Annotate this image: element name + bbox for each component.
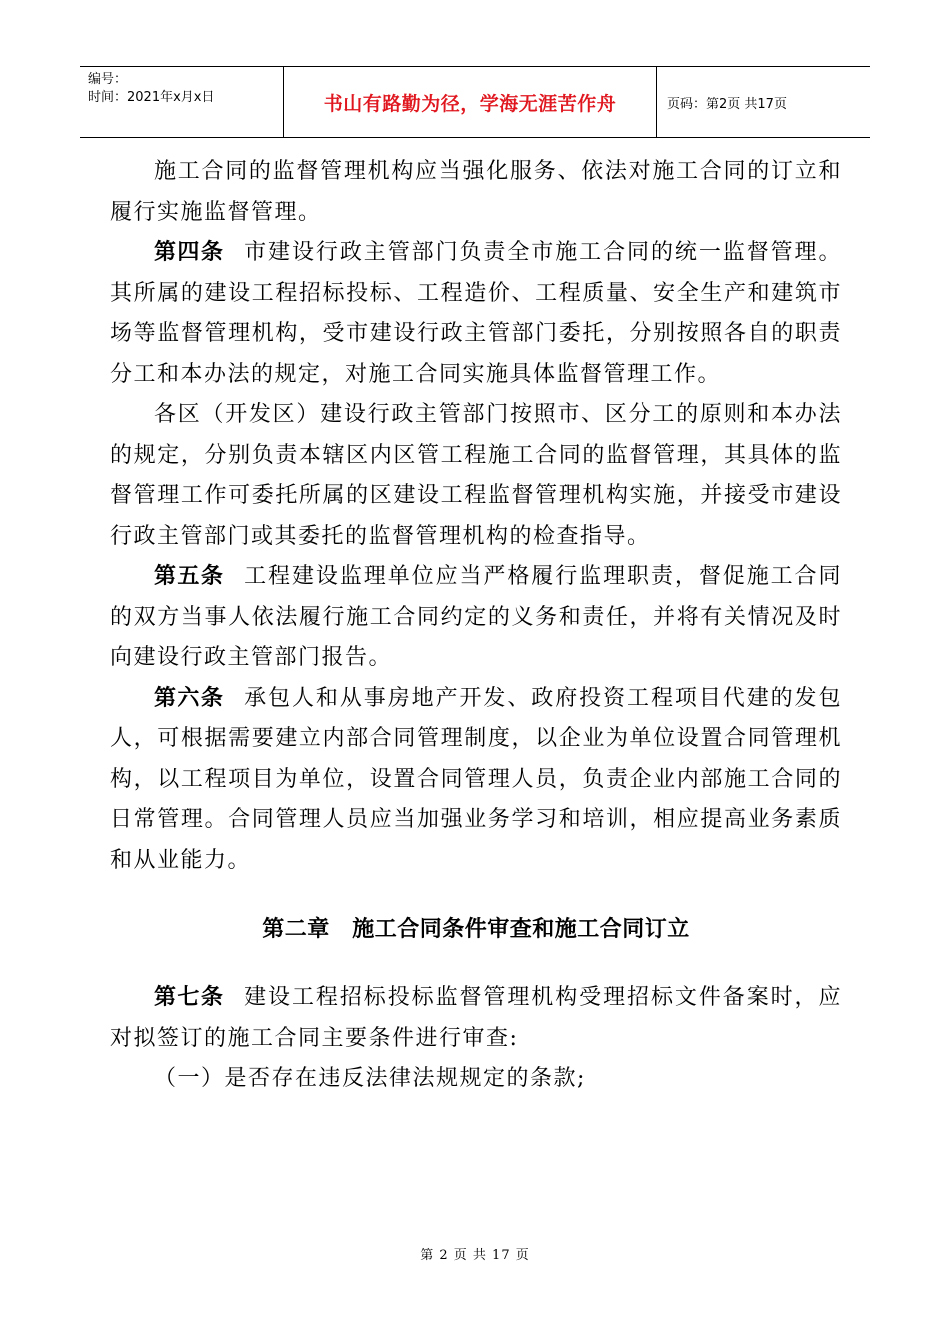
paragraph [110,233,842,395]
paragraph-text: 施工合同的监督管理机构应当强化服务、依法对施工合同的订立和履行实施监督管理。 [110,159,842,225]
chapter-title: 第二章 施工合同条件审查和施工合同订立 [262,917,690,942]
paragraph-text: 工程建设监理单位应当严格履行监理职责，督促施工合同的双方当事人依法履行施工合同约定的义务和责任，并将有关情况及时向建设行政主管部门报告。 [110,564,842,670]
paragraph-text: （一）是否存在违反法律法规规定的条款; [154,1066,586,1091]
document-number-label: 编号： [88,72,128,87]
paragraph [110,152,842,233]
paragraph-text: 承包人和从事房地产开发、政府投资工程项目代建的发包人，可根据需要建立内部合同管理制度，以企业为单位设置合同管理机构，以工程项目为单位，设置合同管理人员，负责企业内部施工合同的日常管理。合同管理人员应当加强业务学习和培训，相应提高业务素质和从业能力。 [110,685,842,873]
paragraph [110,557,842,679]
paragraph [110,679,842,882]
document-date-label: 时间：2021年x月x日 [88,90,215,105]
header-page-info: 页码：第2页 共17页 [667,96,787,112]
paragraph-text: 各区（开发区）建设行政主管部门按照市、区分工的原则和本办法的规定，分别负责本辖区内区管工程施工合同的监督管理，其具体的监督管理工作可委托所属的区建设工程监督管理机构实施，并接受市建设行政主管部门或其委托的监督管理机构的检查指导。 [110,402,842,549]
paragraph [110,1059,842,1100]
article-heading: 第六条 [154,685,225,711]
document-body [110,152,842,1100]
article-heading: 第七条 [154,985,225,1010]
article-heading: 第五条 [154,564,225,589]
page-footer: 第 2 页 共 17 页 [420,1248,530,1263]
paragraph-text: 市建设行政主管部门负责全市施工合同的统一监督管理。其所属的建设工程招标投标、工程造价、工程质量、安全生产和建筑市场等监督管理机构，受市建设行政主管部门委托，分别按照各自的职责分工和本办法的规定，对施工合同实施具体监督管理工作。 [110,240,842,387]
paragraph [110,978,842,1059]
paragraph-text: 建设工程招标投标监督管理机构受理招标文件备案时，应对拟签订的施工合同主要条件进行审查: [110,985,842,1051]
paragraph [110,395,842,557]
header-motto: 书山有路勤为径，学海无涯苦作舟 [284,67,657,137]
header-meta [80,67,284,137]
page-header [80,66,870,138]
article-heading: 第四条 [154,240,225,265]
